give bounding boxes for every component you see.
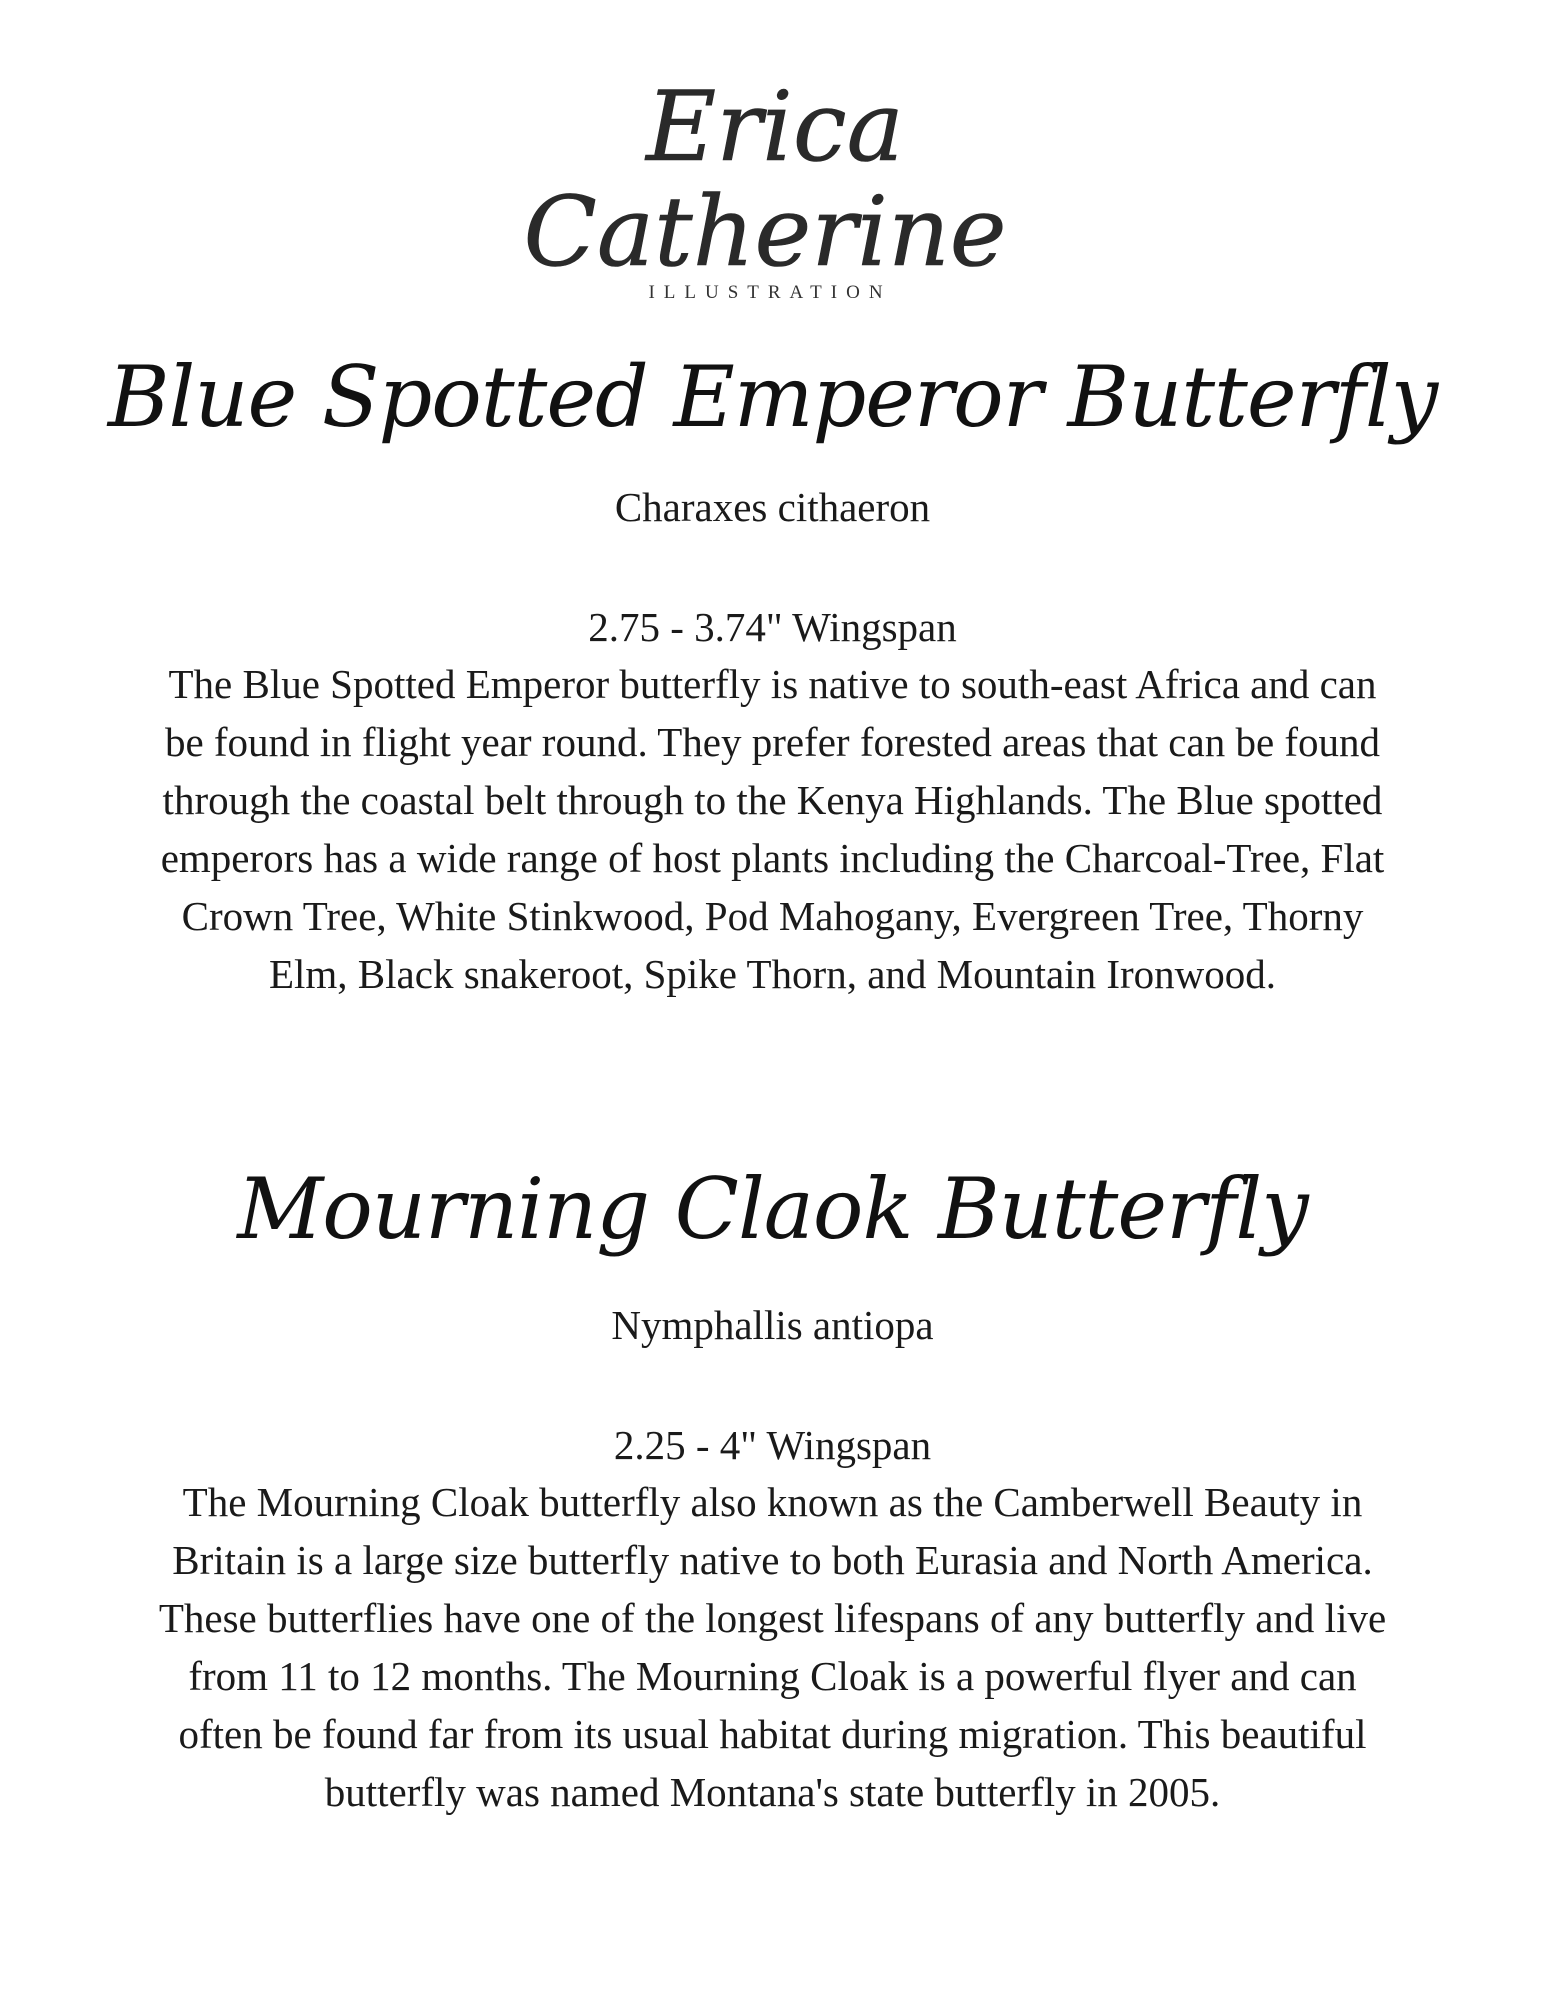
logo-subtitle: ILLUSTRATION [648, 282, 892, 303]
species-description: The Blue Spotted Emperor butterfly is native to south-east Africa and can be found in flight year round. They prefer forested areas that can be found through the coastal belt through to the Kenya Highlands. The Blue spotted emperors has a wide range of host plants including the Charcoal-Tree, Flat Crown Tree, White Stinkwood, Pod Mahogany, Evergreen Tree, Thorny Elm, Black snakeroot, Spike Thorn, and Mountain Ironwood. [160, 661, 1385, 997]
species-wingspan: 2.75 - 3.74" Wingspan [588, 604, 957, 650]
species-1-scientific [100, 484, 1445, 530]
brand-logo [523, 60, 1007, 320]
species-2-wingspan [100, 1422, 1445, 1468]
species-section-1 [100, 348, 1445, 446]
species-section-2 [100, 1160, 1445, 1258]
logo-line2: Catherine [523, 176, 1007, 288]
species-2-description [100, 1473, 1445, 1821]
logo-line1: Erica [646, 71, 904, 183]
brand-logo-script [523, 60, 1007, 288]
species-1-description [100, 655, 1445, 1003]
species-1-wingspan [100, 604, 1445, 650]
species-common-name: Mourning Claok Butterfly [237, 1160, 1308, 1258]
species-scientific-name: Charaxes cithaeron [614, 484, 931, 530]
species-wingspan: 2.25 - 4" Wingspan [613, 1422, 932, 1468]
species-description: The Mourning Cloak butterfly also known as the Camberwell Beauty in Britain is a large size butterfly native to both Eurasia and North America. These butterflies have one of the longest lifespans of any butterfly and live from 11 to 12 months. The Mourning Cloak is a powerful flyer and can often be found far from its usual habitat during migration. This beautiful butterfly was named Montana's state butterfly in 2005. [158, 1479, 1387, 1815]
species-scientific-name: Nymphallis antiopa [611, 1302, 934, 1348]
species-common-name: Blue Spotted Emperor Butterfly [107, 348, 1438, 446]
species-2-scientific [100, 1302, 1445, 1348]
